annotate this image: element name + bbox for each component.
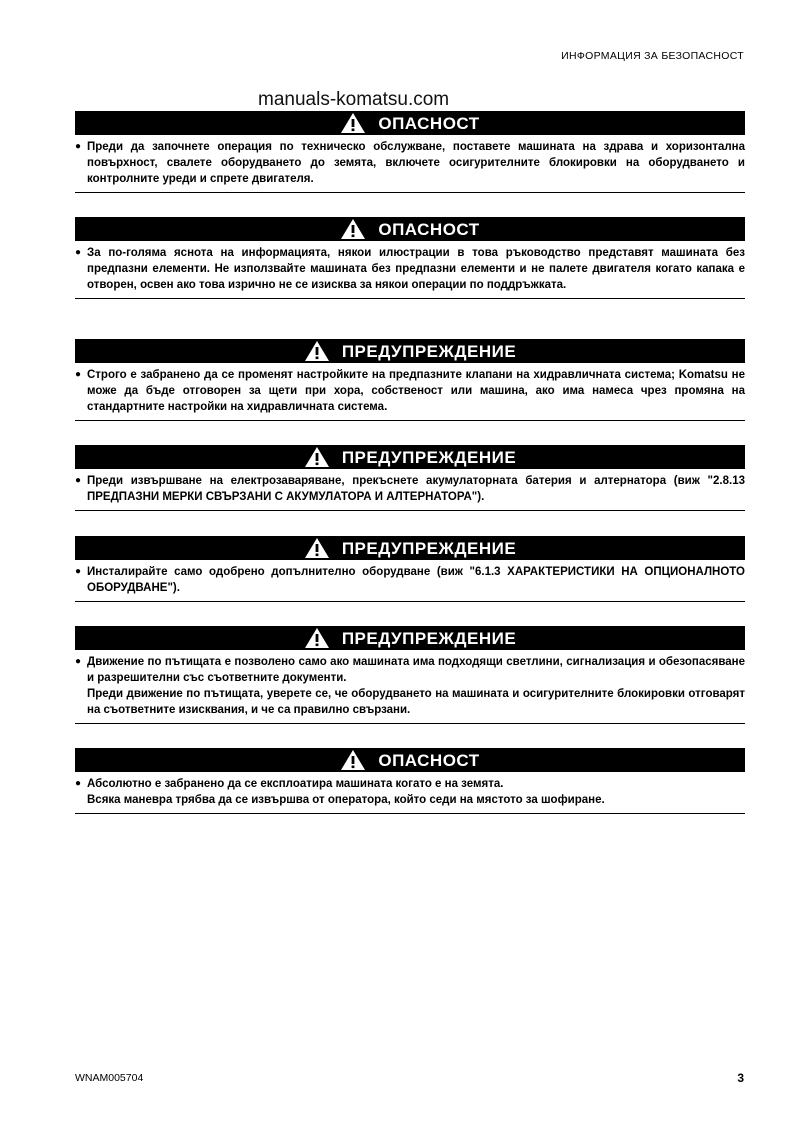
notice-title-bar: [75, 445, 745, 469]
notice-body: [75, 241, 745, 299]
notice-title-bar: [75, 217, 745, 241]
notice-item: [75, 139, 745, 187]
bullet-icon: ●: [75, 141, 82, 152]
bullet-icon: ●: [75, 566, 82, 577]
warning-triangle-icon: [340, 112, 366, 134]
bullet-icon: ●: [75, 656, 82, 667]
section-header-title: ИНФОРМАЦИЯ ЗА БЕЗОПАСНОСТ: [561, 50, 744, 62]
notice-title: ПРЕДУПРЕЖДЕНИЕ: [341, 539, 517, 558]
notice-text: Всяка маневра трябва да се извършва от оператора, който седи на мястото за шофиране.: [87, 794, 605, 806]
warning-triangle-icon: [304, 446, 330, 468]
notice-title-bar: [75, 339, 745, 363]
notice-body: [75, 363, 745, 421]
warning-triangle-icon: [340, 749, 366, 771]
notice-box: [75, 111, 745, 193]
notice-title-bar: [75, 111, 745, 135]
bullet-icon: ●: [75, 475, 82, 486]
notice-title: ПРЕДУПРЕЖДЕНИЕ: [341, 448, 517, 467]
notice-text: Преди да започнете операция по техническо обслужване, поставете машината на здрава и хоризонтална повърхност, свалете оборудването до земята, включете осигурителните блокировки на оборудването и контролните уреди и спрете двигателя.: [87, 141, 745, 185]
notice-text: Инсталирайте само одобрено допълнително оборудване (виж "6.1.3 ХАРАКТЕРИСТИКИ НА ОПЦИОНАЛНОТО ОБОРУДВАНЕ").: [87, 566, 745, 594]
notice-title: ПРЕДУПРЕЖДЕНИЕ: [341, 342, 517, 361]
document-code: WNAM005704: [75, 1072, 144, 1084]
notice-box: [75, 626, 745, 724]
notice-text: Строго е забранено да се променят настройките на предпазните клапани на хидравличната система; Komatsu не може да бъде отговорен за щети при хора, собственост или машина, ако има намеса чрез промяна на стандартните настройки на хидравличната система.: [87, 369, 745, 413]
notice-item: [75, 245, 745, 293]
notice-item: [75, 654, 745, 718]
notice-title-bar: [75, 626, 745, 650]
notice-text: Абсолютно е забранено да се експлоатира машината когато е на земята.: [87, 778, 504, 790]
warning-triangle-icon: [340, 218, 366, 240]
notice-box: [75, 748, 745, 814]
notice-box: [75, 445, 745, 511]
notice-text: За по-голяма яснота на информацията, някои илюстрации в това ръководство представят машината без предпазни елементи. Не използвайте машината без предпазни елементи и не палете двигателя когато капака е отворен, освен ако това изрично не се изисква за някои операции по поддръжката.: [87, 247, 745, 291]
notice-box: [75, 217, 745, 299]
notice-item: [75, 367, 745, 415]
warning-triangle-icon: [304, 537, 330, 559]
bullet-icon: ●: [75, 369, 82, 380]
notice-title: ОПАСНОСТ: [378, 751, 480, 770]
notice-title: ОПАСНОСТ: [378, 114, 480, 133]
notice-text: Движение по пътищата е позволено само ако машината има подходящи светлини, сигнализация и обезопасяване и разрешителни със съответните документи.: [87, 656, 745, 684]
notice-item: [75, 473, 745, 505]
notice-body: [75, 650, 745, 724]
notice-text: Преди движение по пътищата, уверете се, че оборудването на машината и осигурителните блокировки отговарят на съответните изисквания, и че са правилно свързани.: [87, 688, 745, 716]
notice-title: ПРЕДУПРЕЖДЕНИЕ: [341, 629, 517, 648]
page-number: 3: [737, 1071, 744, 1085]
warning-triangle-icon: [304, 627, 330, 649]
notice-body: [75, 469, 745, 511]
notice-item: [75, 776, 745, 808]
notice-title-bar: [75, 748, 745, 772]
notice-item: [75, 564, 745, 596]
bullet-icon: ●: [75, 778, 82, 789]
warning-triangle-icon: [304, 340, 330, 362]
notice-text: Преди извършване на електрозаваряване, прекъснете акумулаторната батерия и алтернатора (виж "2.8.13 ПРЕДПАЗНИ МЕРКИ СВЪРЗАНИ С АКУМУЛАТОРА И АЛТЕРНАТОРА").: [87, 475, 745, 503]
notice-title-bar: [75, 536, 745, 560]
notice-body: [75, 135, 745, 193]
bullet-icon: ●: [75, 247, 82, 258]
notice-title: ОПАСНОСТ: [378, 220, 480, 239]
notice-box: [75, 339, 745, 421]
notice-box: [75, 536, 745, 602]
notice-body: [75, 560, 745, 602]
notice-body: [75, 772, 745, 814]
watermark-text: manuals-komatsu.com: [258, 89, 450, 110]
